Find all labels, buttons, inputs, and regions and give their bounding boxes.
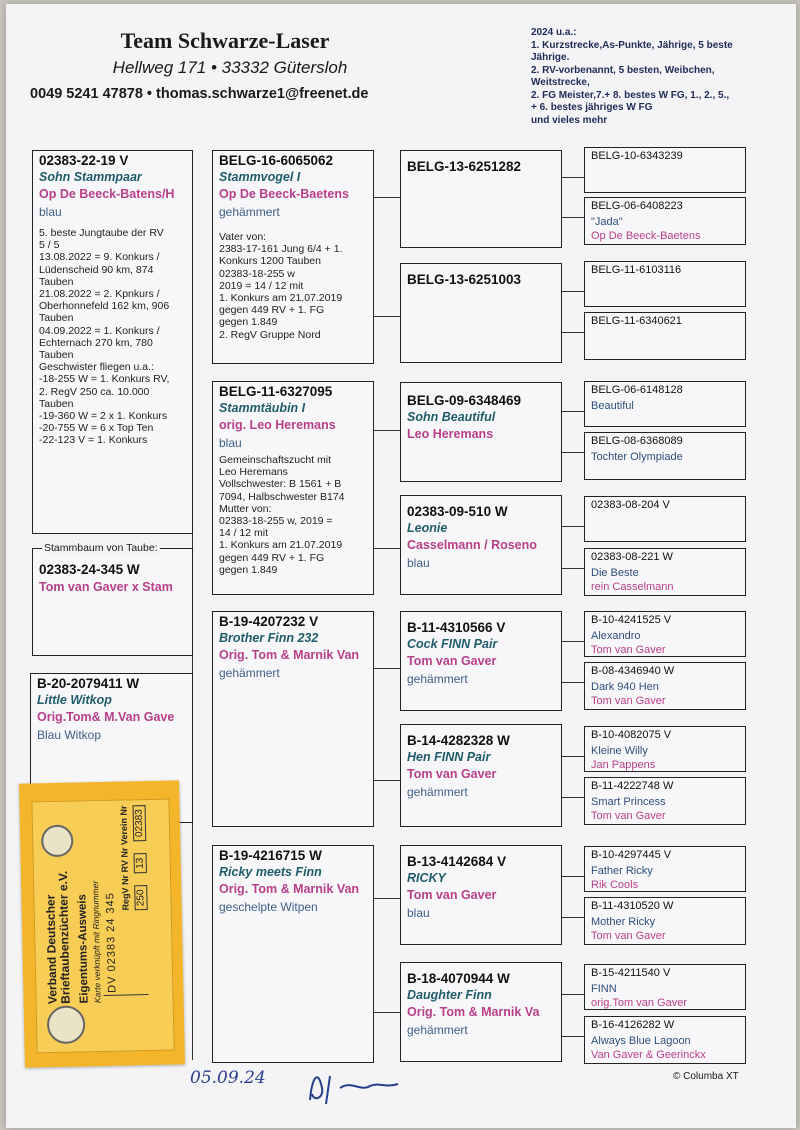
pigeon-name: Daughter Finn bbox=[407, 988, 492, 1002]
grandparent-box bbox=[400, 150, 562, 248]
card-ring: DV 02383 24 345 bbox=[104, 892, 119, 993]
performance-notes: Gemeinschaftszucht mit Leo Heremans Vollschwester: B 1561 + B 7094, Halbschwester B174 Mutter von: 02383-18-255 w, 2019 = 14 / 12 mit 1. Konkurs am 21.07.2019 gegen 449 RV + 1. FG gegen 1.849 bbox=[219, 454, 345, 576]
parent-box bbox=[212, 150, 374, 364]
ring-number: BELG-06-6408223 bbox=[591, 200, 683, 212]
ring-number: B-10-4082075 V bbox=[591, 729, 672, 741]
contact: 0049 5241 47878 • thomas.schwarze1@freenet.de bbox=[30, 86, 369, 102]
breeder: Orig. Tom & Marnik Van bbox=[219, 882, 360, 896]
grandparent-box bbox=[400, 962, 562, 1062]
breeder: Leo Heremans bbox=[407, 427, 494, 441]
breeder: Orig. Tom & Marnik Va bbox=[407, 1005, 540, 1019]
great-grandparent-box bbox=[584, 1016, 746, 1064]
ring-number: 02383-08-221 W bbox=[591, 551, 673, 563]
breeder: orig.Tom van Gaver bbox=[591, 997, 687, 1009]
connector-line bbox=[562, 291, 584, 292]
pigeon-name: Smart Princess bbox=[591, 796, 666, 808]
ring-number: B-14-4282328 W bbox=[407, 733, 510, 748]
connector-line bbox=[562, 332, 584, 333]
achievements-info bbox=[531, 27, 741, 127]
ring-number: BELG-06-6148128 bbox=[591, 384, 683, 396]
info-line: + 6. bestes jähriges W FG bbox=[531, 102, 653, 113]
color: blau bbox=[407, 556, 430, 570]
great-grandparent-box bbox=[584, 726, 746, 772]
great-grandparent-box bbox=[584, 197, 746, 245]
connector-line bbox=[562, 682, 584, 683]
color: gehämmert bbox=[219, 205, 280, 219]
great-grandparent-box bbox=[584, 147, 746, 193]
ring-number: B-11-4222748 W bbox=[591, 780, 674, 792]
color: gehämmert bbox=[407, 672, 468, 686]
ring-number: BELG-13-6251282 bbox=[407, 159, 522, 174]
ring-number: B-20-2079411 W bbox=[37, 676, 140, 691]
pigeon-name: Brother Finn 232 bbox=[219, 631, 319, 645]
breeder: Tom van Gaver bbox=[591, 644, 666, 656]
ring-number: B-10-4297445 V bbox=[591, 849, 672, 861]
ring-number: B-11-4310520 W bbox=[591, 900, 674, 912]
ring-number: 02383-08-204 V bbox=[591, 499, 670, 511]
pigeon-name: Die Beste bbox=[591, 567, 639, 579]
card-col-label: RegV Nr bbox=[119, 874, 131, 911]
pigeon-name: Ricky meets Finn bbox=[219, 865, 322, 879]
connector-line bbox=[562, 177, 584, 178]
pigeon-name: Cock FINN Pair bbox=[407, 637, 498, 651]
parent-box bbox=[212, 381, 374, 595]
breeder: Orig. Tom & Marnik Van bbox=[219, 648, 360, 662]
grandparent-box bbox=[400, 611, 562, 711]
grandparent-box bbox=[400, 845, 562, 945]
card-title: Eigentums-Ausweis bbox=[76, 893, 91, 1004]
great-grandparent-box bbox=[584, 611, 746, 657]
color: Blau Witkop bbox=[37, 728, 102, 742]
connector-line bbox=[562, 756, 584, 757]
parent-box bbox=[212, 611, 374, 827]
pigeon-name: Sohn Beautiful bbox=[407, 410, 496, 424]
pigeon-emblem-icon bbox=[41, 825, 74, 858]
team-title: Team Schwarze-Laser bbox=[120, 28, 330, 53]
copyright: © Columba XT bbox=[673, 1071, 739, 1082]
great-grandparent-box bbox=[584, 496, 746, 542]
pigeon-name: Father Ricky bbox=[591, 865, 653, 877]
color: geschelpte Witpen bbox=[219, 900, 318, 914]
parent-box bbox=[212, 845, 374, 1063]
ring-number: BELG-10-6343239 bbox=[591, 150, 683, 162]
subject-box bbox=[32, 150, 193, 534]
breeder: Casselmann / Roseno bbox=[407, 538, 537, 552]
ring-number: BELG-08-6368089 bbox=[591, 435, 683, 447]
breeder: Van Gaver & Geerinckx bbox=[591, 1049, 706, 1061]
performance-notes: Vater von: 2383-17-161 Jung 6/4 + 1. Konkurs 1200 Tauben 02383-18-255 w 2019 = 14 / 12 mit 1. Konkurs am 21.07.2019 gegen 449 RV + 1. FG gegen 1.849 2. RegV Gruppe Nord bbox=[219, 231, 343, 341]
connector-line bbox=[562, 994, 584, 995]
card-col-value: 02383 bbox=[133, 805, 147, 841]
pigeon-name: FINN bbox=[591, 983, 617, 995]
ring-number: B-19-4216715 W bbox=[219, 848, 322, 863]
pigeon-name: Stammvogel I bbox=[219, 170, 301, 184]
ring-number: B-13-4142684 V bbox=[407, 854, 507, 869]
card-col-value: 250 bbox=[134, 885, 148, 910]
connector-line bbox=[562, 452, 584, 453]
breeder: Tom van Gaver bbox=[407, 654, 497, 668]
ring-number: B-08-4346940 W bbox=[591, 665, 675, 677]
pedigree-of-box bbox=[32, 548, 193, 656]
color: gehämmert bbox=[407, 1023, 468, 1037]
ring-number: BELG-11-6327095 bbox=[219, 384, 333, 399]
breeder: Orig.Tom& M.Van Gave bbox=[37, 710, 175, 724]
great-grandparent-box bbox=[584, 964, 746, 1010]
great-grandparent-box bbox=[584, 312, 746, 360]
card-col-value: 13 bbox=[134, 854, 147, 873]
great-grandparent-box bbox=[584, 432, 746, 480]
card-divider bbox=[103, 990, 148, 996]
great-grandparent-box bbox=[584, 777, 746, 825]
breeder: rein Casselmann bbox=[591, 581, 674, 593]
pigeon-name: Always Blue Lagoon bbox=[591, 1035, 691, 1047]
breeder: Tom van Gaver bbox=[591, 930, 666, 942]
ring-number: 02383-22-19 V bbox=[39, 153, 129, 168]
ring-number: B-16-4126282 W bbox=[591, 1019, 675, 1031]
ring-number: B-19-4207232 V bbox=[219, 614, 319, 629]
breeder: Tom van Gaver bbox=[407, 767, 497, 781]
breeder: Op De Beeck-Baetens bbox=[591, 230, 701, 242]
ownership-card bbox=[19, 780, 185, 1067]
signature-icon bbox=[300, 1058, 420, 1108]
great-grandparent-box bbox=[584, 662, 746, 710]
card-col-label: Verein Nr bbox=[118, 805, 130, 846]
pigeon-name: Mother Ricky bbox=[591, 916, 656, 928]
ring-number: BELG-11-6103116 bbox=[591, 264, 682, 276]
breeder: Tom van Gaver bbox=[407, 888, 497, 902]
connector-line bbox=[562, 797, 584, 798]
breeder: Tom van Gaver bbox=[591, 695, 666, 707]
color: blau bbox=[39, 205, 62, 219]
ring-number: B-11-4310566 V bbox=[407, 620, 506, 635]
card-org: Verband Deutscher Brieftaubenzüchter e.V. bbox=[43, 870, 73, 1005]
ring-number: 02383-24-345 W bbox=[39, 562, 140, 577]
breeder: Op De Beeck-Baetens bbox=[219, 187, 349, 201]
header bbox=[30, 28, 430, 102]
ring-number: BELG-16-6065062 bbox=[219, 153, 334, 168]
pigeon-name: Kleine Willy bbox=[591, 745, 648, 757]
breeder: Jan Pappens bbox=[591, 759, 656, 771]
connector-line bbox=[562, 526, 584, 527]
grandparent-box bbox=[400, 495, 562, 595]
ring-number: B-10-4241525 V bbox=[591, 614, 672, 626]
ring-number: B-15-4211540 V bbox=[591, 967, 671, 979]
pigeon-name: Stammtäubin I bbox=[219, 401, 306, 415]
performance-notes: 5. beste Jungtaube der RV 5 / 5 13.08.2022 = 9. Konkurs / Lüdenscheid 90 km, 874 Tauben 21.08.2022 = 2. Kpnkurs / Oberhonnefeld 162 km, 906 Tauben 04.09.2022 = 1. Konkurs / Echternach 270 km, 780 Tauben Geschwister fliegen u.a.: -18-255 W = 1. Konkurs RV, 2. RegV 250 ca. 10.000 Tauben -19-360 W = 2 x 1. Konkurs -20-755 W = 6 x Top Ten -22-123 V = 1. Konkurs bbox=[39, 227, 170, 447]
card-table bbox=[119, 805, 148, 911]
connector-line bbox=[562, 568, 584, 569]
info-line: 2. RV-vorbenannt, 5 besten, Weibchen, Weitstrecke, bbox=[531, 64, 718, 88]
color: gehämmert bbox=[219, 666, 280, 680]
ring-number: 02383-09-510 W bbox=[407, 504, 508, 519]
breeder: Tom van Gaver x Stam bbox=[39, 580, 173, 594]
info-line: 2024 u.a.: bbox=[531, 27, 577, 38]
great-grandparent-box bbox=[584, 548, 746, 596]
color: blau bbox=[219, 436, 242, 450]
grandparent-box bbox=[400, 724, 562, 827]
pigeon-name: Hen FINN Pair bbox=[407, 750, 491, 764]
pigeon-name: Beautiful bbox=[591, 400, 634, 412]
pigeon-name: Sohn Stammpaar bbox=[39, 170, 142, 184]
color: blau bbox=[407, 906, 430, 920]
card-col-label: RV Nr bbox=[119, 847, 130, 873]
grandparent-box bbox=[400, 263, 562, 363]
ring-number: BELG-09-6348469 bbox=[407, 393, 522, 408]
info-line: und vieles mehr bbox=[531, 114, 608, 126]
pigeon-name: Leonie bbox=[407, 521, 448, 535]
connector-line bbox=[562, 1036, 584, 1037]
breeder: orig. Leo Heremans bbox=[219, 418, 336, 432]
ring-number: BELG-13-6251003 bbox=[407, 272, 522, 287]
great-grandparent-box bbox=[584, 261, 746, 307]
connector-line bbox=[562, 641, 584, 642]
great-grandparent-box bbox=[584, 381, 746, 427]
breeder: Tom van Gaver bbox=[591, 810, 666, 822]
grandparent-box bbox=[400, 382, 562, 482]
pigeon-name: RICKY bbox=[407, 871, 446, 885]
connector-line bbox=[562, 876, 584, 877]
handwritten-date: 05.09.24 bbox=[190, 1068, 266, 1088]
ring-number: B-18-4070944 W bbox=[407, 971, 510, 986]
color: gehämmert bbox=[407, 785, 468, 799]
breeder: Rik Cools bbox=[591, 879, 639, 891]
great-grandparent-box bbox=[584, 897, 746, 945]
info-line: 2. FG Meister,7.+ 8. bestes W FG, 1., 2., 5., bbox=[531, 89, 730, 101]
pigeon-name: Dark 940 Hen bbox=[591, 681, 659, 693]
federation-seal-icon bbox=[47, 1005, 86, 1044]
pigeon-name: Tochter Olympiade bbox=[591, 451, 683, 463]
pigeon-name: "Jada" bbox=[591, 216, 623, 228]
info-line: 1. Kurzstrecke,As-Punkte, Jährige, 5 beste Jährige. bbox=[531, 39, 736, 63]
card-panel bbox=[31, 799, 174, 1054]
card-subtitle: Karte verknüpft mit Ringnummer bbox=[90, 880, 103, 1004]
pedigree-label: Stammbaum von Taube: bbox=[44, 542, 158, 554]
card-content bbox=[32, 800, 173, 1053]
connector-line bbox=[562, 917, 584, 918]
pigeon-name: Little Witkop bbox=[37, 693, 112, 707]
connector-line bbox=[562, 217, 584, 218]
connector-line bbox=[562, 411, 584, 412]
great-grandparent-box bbox=[584, 846, 746, 892]
ring-number: BELG-11-6340621 bbox=[591, 315, 682, 327]
pigeon-name: Alexandro bbox=[591, 630, 641, 642]
address: Hellweg 171 • 33332 Gütersloh bbox=[112, 58, 348, 77]
breeder: Op De Beeck-Batens/H bbox=[39, 187, 175, 201]
